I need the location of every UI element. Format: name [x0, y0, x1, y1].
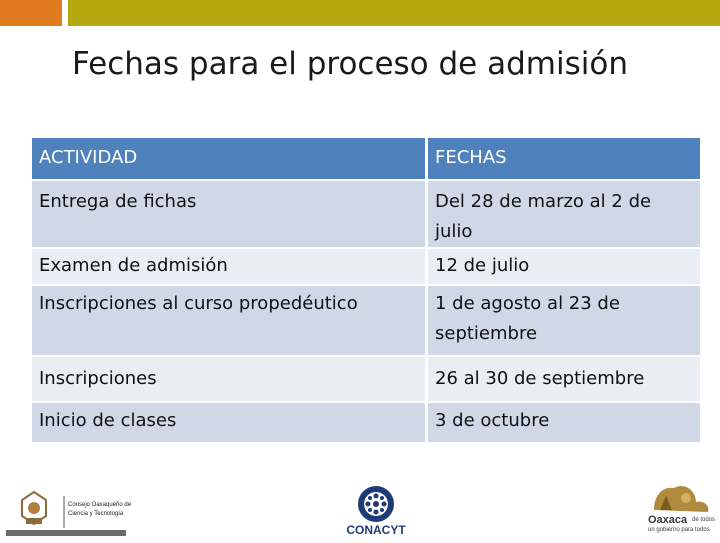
- dates-cell: 12 de julio: [427, 248, 701, 285]
- table-row: [32, 180, 700, 248]
- page-title: Fechas para el proceso de admisión: [72, 46, 628, 82]
- column-header-dates: FECHAS: [427, 138, 701, 180]
- cocyt-logo: [6, 490, 136, 538]
- table-row: [32, 356, 700, 402]
- activity-cell: Inscripciones al curso propedéutico: [32, 285, 427, 356]
- activity-cell: Entrega de fichas: [32, 180, 427, 248]
- column-header-activity: ACTIVIDAD: [32, 138, 427, 180]
- conacyt-logo: [340, 484, 412, 538]
- dates-cell: 26 al 30 de septiembre: [427, 356, 701, 402]
- activity-cell: Inscripciones: [32, 356, 427, 402]
- conacyt-text: CONACYT: [346, 523, 406, 537]
- oaxaca-text: Oaxaca: [648, 514, 688, 526]
- table-header-row: [32, 138, 700, 180]
- admission-dates-table: [32, 138, 700, 444]
- oaxaca-tagline2: un gobierno para todos: [648, 527, 710, 533]
- top-accent-bar-orange: [0, 0, 62, 26]
- dates-cell: 3 de octubre: [427, 402, 701, 443]
- table-row: [32, 285, 700, 356]
- table-row: [32, 248, 700, 285]
- conacyt-emblem-icon: [340, 484, 412, 524]
- activity-cell: Inicio de clases: [32, 402, 427, 443]
- cocyt-text-line2: Ciencia y Tecnología: [68, 511, 124, 517]
- cocyt-text-line1: Consejo Oaxaqueño de: [68, 502, 132, 508]
- top-accent-bar-olive: [68, 0, 720, 26]
- oaxaca-tagline1: de todos: [692, 517, 716, 523]
- dates-cell: 1 de agosto al 23 de septiembre: [427, 285, 701, 356]
- dates-cell: Del 28 de marzo al 2 de julio: [427, 180, 701, 248]
- oaxaca-logo: [640, 480, 720, 540]
- activity-cell: Examen de admisión: [32, 248, 427, 285]
- oaxaca-emblem-icon: [640, 480, 720, 516]
- table-row: [32, 402, 700, 443]
